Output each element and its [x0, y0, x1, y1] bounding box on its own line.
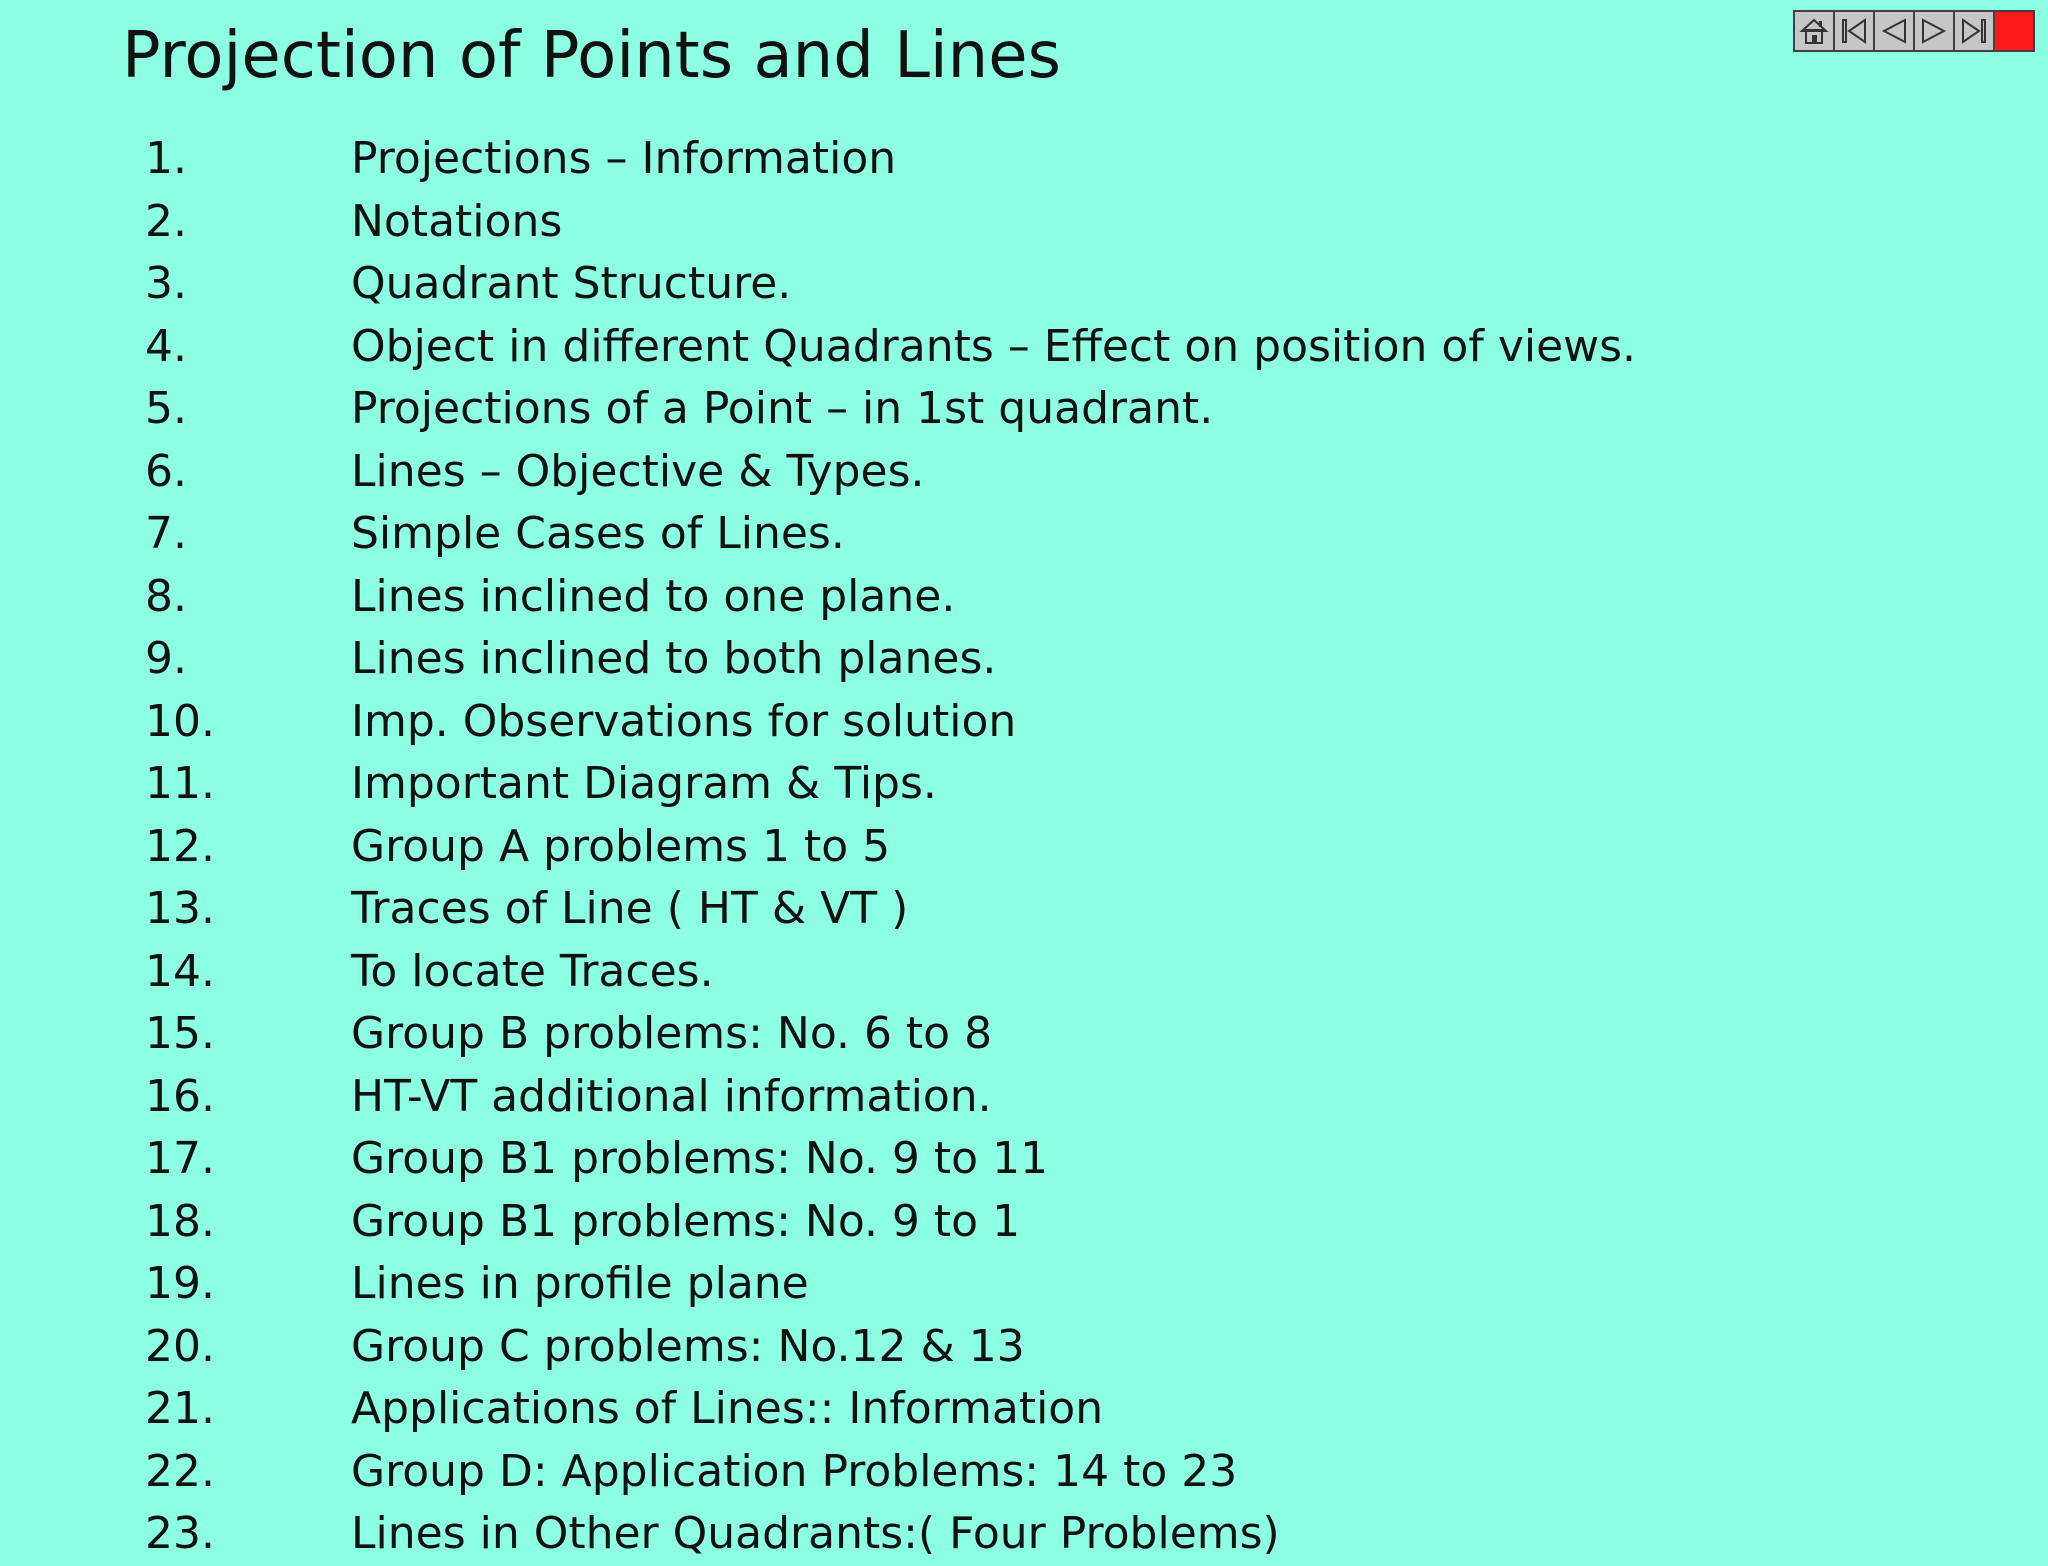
toc-item-link[interactable]: Notations — [351, 195, 563, 247]
toc-item-number: 18. — [145, 1195, 215, 1247]
toc-item — [0, 1441, 2048, 1504]
first-slide-button[interactable] — [1833, 10, 1875, 52]
toc-item-number: 3. — [145, 258, 187, 309]
toc-item-link[interactable]: Lines inclined to both planes. — [351, 633, 997, 684]
toc-item — [0, 191, 2048, 254]
toc-item-link[interactable]: Object in different Quadrants – Effect on position of views. — [351, 320, 1637, 372]
toc-item — [0, 1378, 2048, 1441]
toc-item-link[interactable]: To locate Traces. — [351, 945, 714, 997]
stop-button[interactable] — [1993, 10, 2035, 52]
toc-item-link[interactable]: Lines – Objective & Types. — [351, 445, 925, 497]
toc-item — [0, 1066, 2048, 1129]
toc-item-link[interactable]: Group B problems: No. 6 to 8 — [351, 1008, 993, 1059]
toc-item-number: 1. — [145, 133, 187, 184]
toc-item-link[interactable]: Group B1 problems: No. 9 to 1 — [351, 1195, 1021, 1247]
toc-item-number: 13. — [145, 883, 215, 934]
toc-item-link[interactable]: Lines in profile plane — [351, 1258, 809, 1309]
toc-item-number: 15. — [145, 1008, 215, 1059]
toc-item — [0, 878, 2048, 941]
toc-item — [0, 816, 2048, 879]
toc-item-number: 6. — [145, 445, 187, 497]
toc-item — [0, 503, 2048, 566]
toc-item-number: 23. — [145, 1508, 215, 1559]
toc-item — [0, 1191, 2048, 1254]
toc-item — [0, 628, 2048, 691]
toc-item-number: 4. — [145, 320, 187, 372]
toc-item — [0, 253, 2048, 316]
toc-item-number: 17. — [145, 1133, 215, 1184]
toc-item — [0, 1003, 2048, 1066]
toc-item-number: 8. — [145, 570, 187, 622]
toc-item-number: 16. — [145, 1070, 215, 1122]
next-slide-button[interactable] — [1913, 10, 1955, 52]
previous-slide-button[interactable] — [1873, 10, 1915, 52]
toc-item-number: 22. — [145, 1445, 215, 1497]
toc-item-link[interactable]: Projections – Information — [351, 133, 897, 184]
toc-item-link[interactable]: HT-VT additional information. — [351, 1070, 992, 1122]
toc-item-link[interactable]: Group B1 problems: No. 9 to 11 — [351, 1133, 1049, 1184]
toc-item-link[interactable]: Imp. Observations for solution — [351, 695, 1017, 747]
toc-item-link[interactable]: Simple Cases of Lines. — [351, 508, 845, 559]
toc-item-number: 7. — [145, 508, 187, 559]
toc-item — [0, 1316, 2048, 1379]
next-slide-icon — [1918, 15, 1950, 47]
toc-item — [0, 128, 2048, 191]
toc-item — [0, 316, 2048, 379]
toc-item — [0, 1128, 2048, 1191]
toc-item — [0, 378, 2048, 441]
home-icon — [1798, 15, 1830, 47]
home-button[interactable] — [1793, 10, 1835, 52]
first-slide-icon — [1838, 15, 1870, 47]
toc-item-number: 9. — [145, 633, 187, 684]
toc-item-number: 2. — [145, 195, 187, 247]
toc-item-link[interactable]: Important Diagram & Tips. — [351, 758, 937, 809]
toc-item-number: 11. — [145, 758, 215, 809]
page-title: Projection of Points and Lines — [122, 19, 1061, 93]
toc-item-number: 19. — [145, 1258, 215, 1309]
toc-item-link[interactable]: Traces of Line ( HT & VT ) — [351, 883, 909, 934]
toc-item-link[interactable]: Lines inclined to one plane. — [351, 570, 956, 622]
toc-item — [0, 753, 2048, 816]
toc-item-number: 12. — [145, 820, 215, 872]
toc-item-number: 5. — [145, 383, 187, 434]
toc-item — [0, 1503, 2048, 1566]
toc-item — [0, 441, 2048, 504]
toc-item-link[interactable]: Group D: Application Problems: 14 to 23 — [351, 1445, 1238, 1497]
slide-nav-toolbar — [1793, 10, 2035, 52]
toc-item-link[interactable]: Lines in Other Quadrants:( Four Problems) — [351, 1508, 1280, 1559]
last-slide-icon — [1958, 15, 1990, 47]
table-of-contents — [0, 128, 2048, 1566]
toc-item-number: 20. — [145, 1320, 215, 1372]
toc-item — [0, 941, 2048, 1004]
toc-item-link[interactable]: Projections of a Point – in 1st quadrant. — [351, 383, 1214, 434]
toc-item-link[interactable]: Quadrant Structure. — [351, 258, 792, 309]
toc-item-number: 10. — [145, 695, 215, 747]
last-slide-button[interactable] — [1953, 10, 1995, 52]
toc-item-link[interactable]: Applications of Lines:: Information — [351, 1383, 1104, 1434]
previous-slide-icon — [1878, 15, 1910, 47]
toc-item-link[interactable]: Group C problems: No.12 & 13 — [351, 1320, 1025, 1372]
toc-item-number: 14. — [145, 945, 215, 997]
toc-item — [0, 1253, 2048, 1316]
toc-item-link[interactable]: Group A problems 1 to 5 — [351, 820, 891, 872]
toc-item — [0, 691, 2048, 754]
toc-item-number: 21. — [145, 1383, 215, 1434]
toc-item — [0, 566, 2048, 629]
